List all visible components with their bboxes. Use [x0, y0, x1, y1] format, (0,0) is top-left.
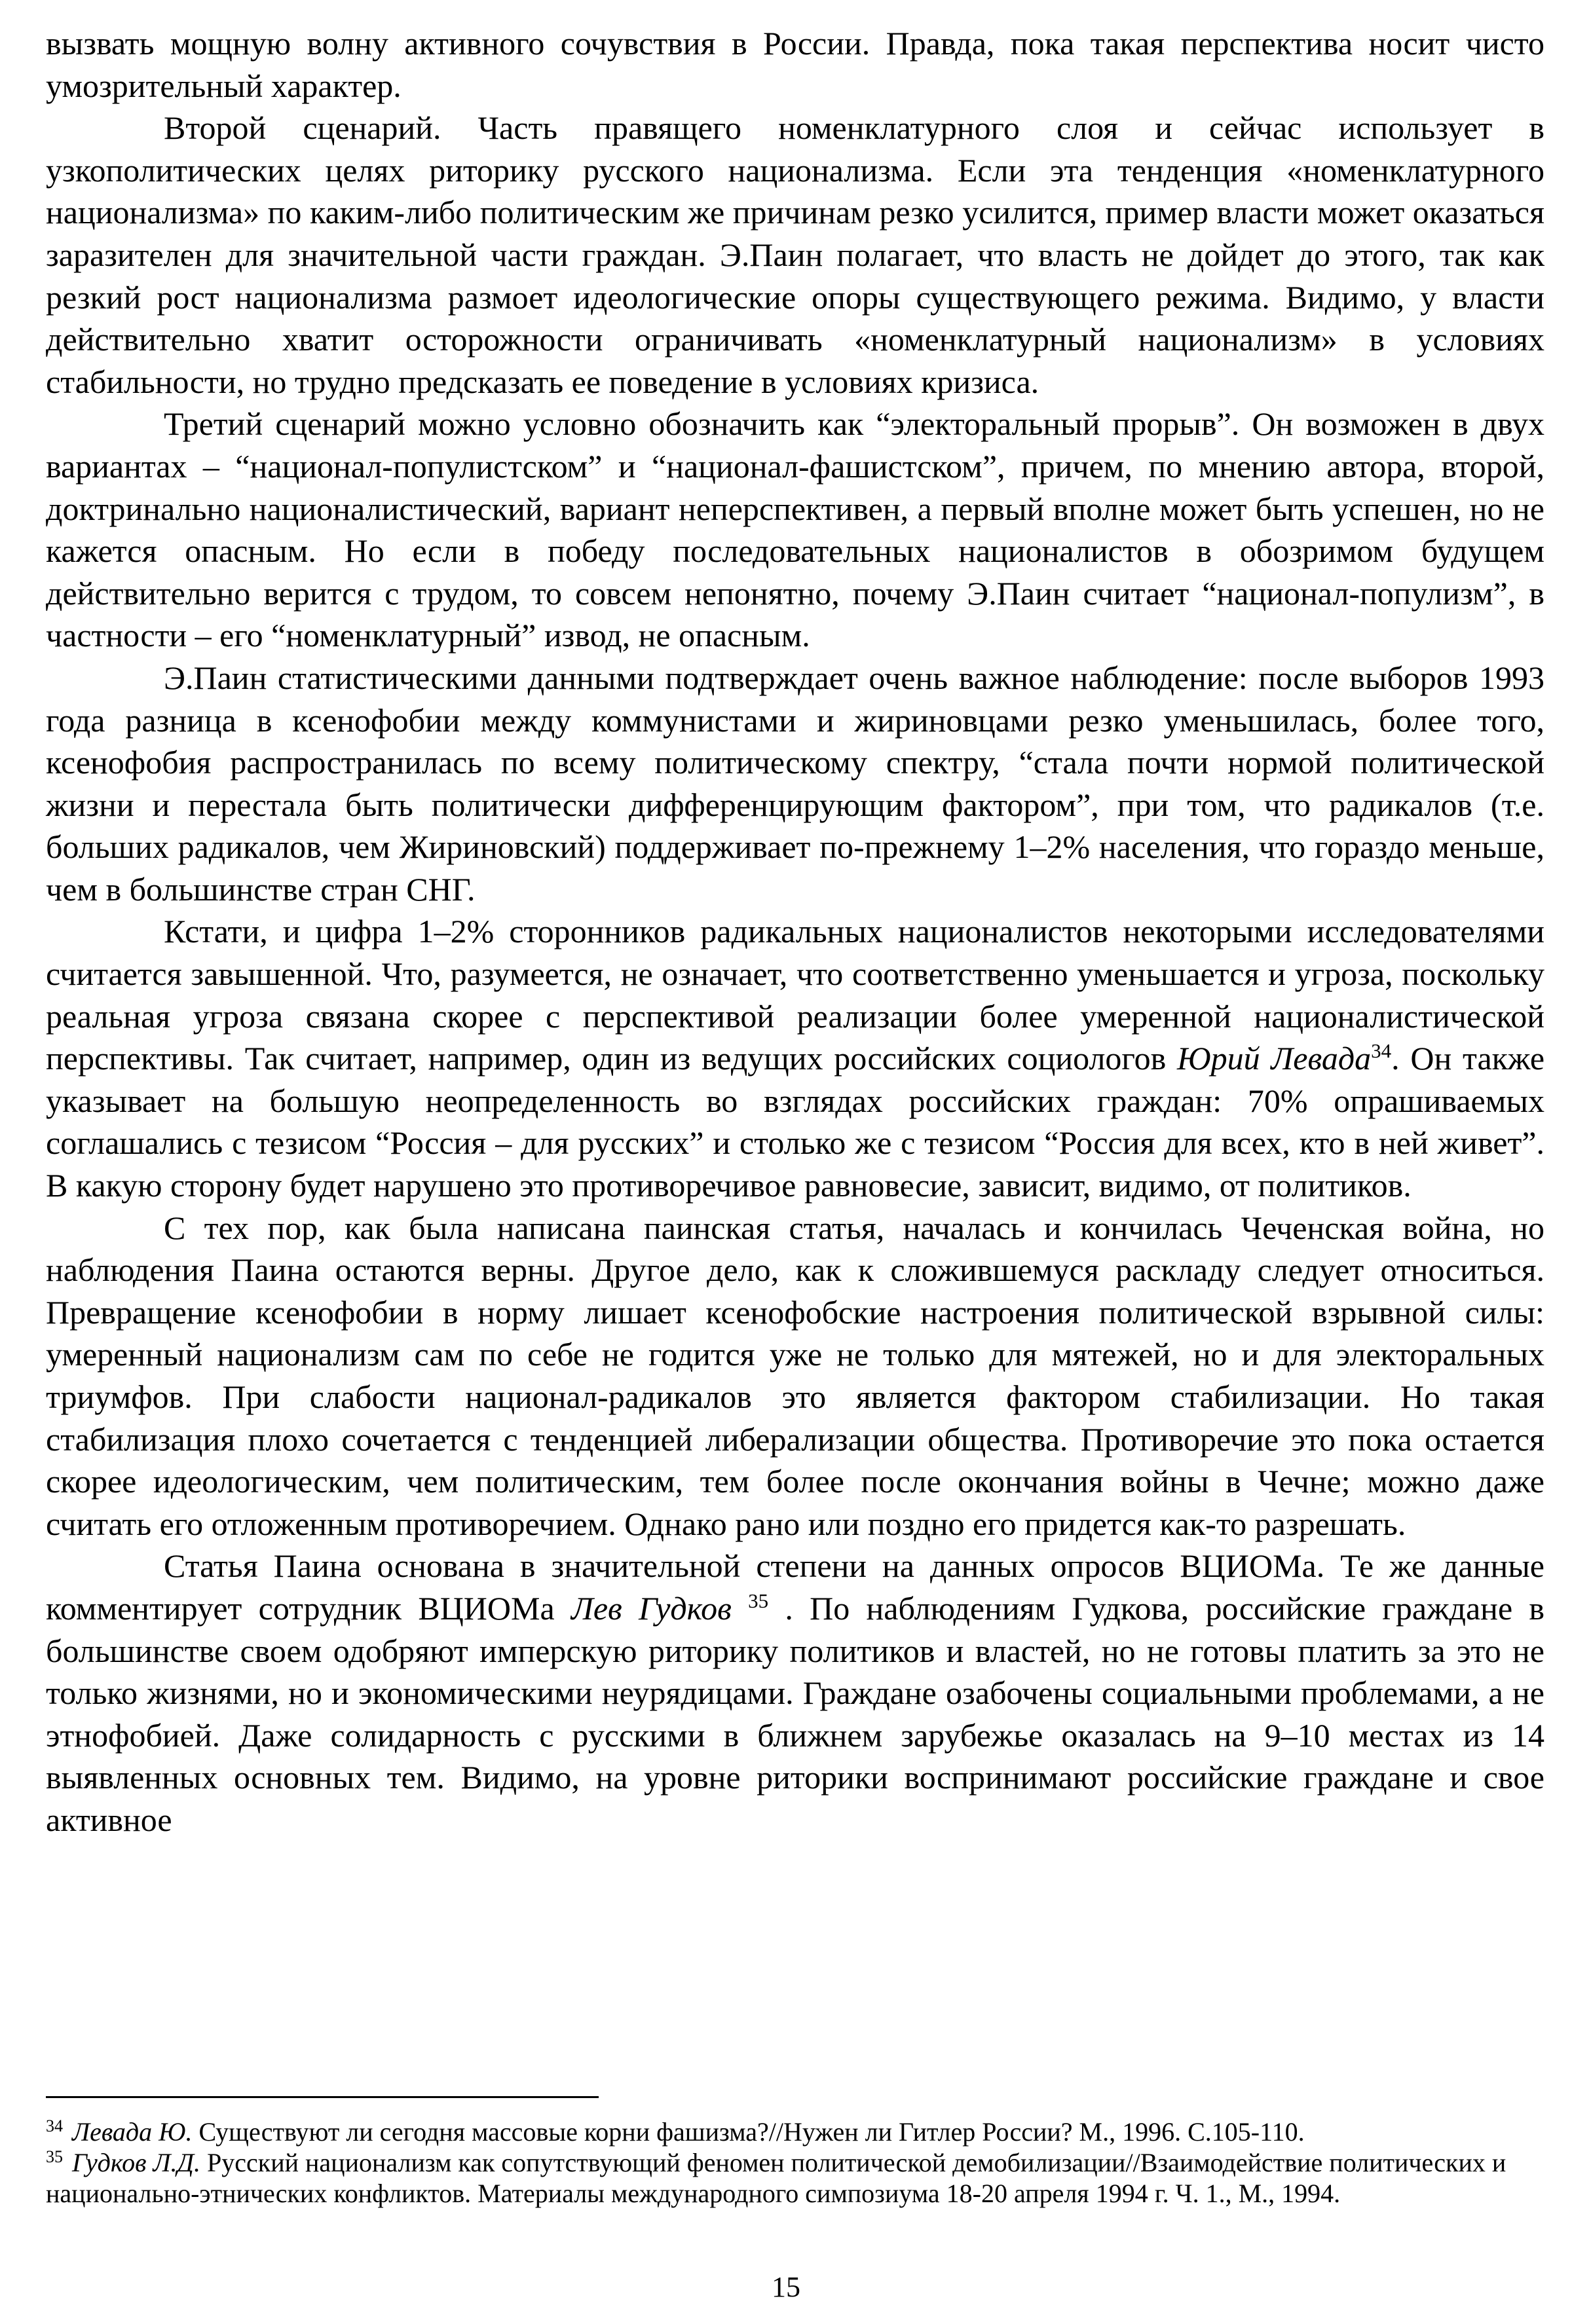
footnote-separator	[46, 2096, 599, 2098]
paragraph-levada-text-after: . Он также указывает на большую неопределенность во взглядах российских граждан: 70% опрашиваемых соглашались с тезисом “Россия – для русских” и столько же с тезисом “Россия для всех, кто в ней живет”. В какую сторону будет нарушено это противоречивое равновесие, зависит, видимо, от политиков.	[46, 1040, 1545, 1204]
footnote-ref-35[interactable]: 35	[748, 1589, 769, 1612]
footnote-35	[46, 2147, 1544, 2209]
footnote-34	[46, 2116, 1544, 2147]
footnote-34-author: Левада Ю.	[72, 2117, 193, 2147]
document-page	[46, 22, 1544, 1841]
paragraph-levada	[46, 910, 1544, 1206]
paragraph-gudkov-text-after: . По наблюдениям Гудкова, российские граждане в большинстве своем одобряют имперскую риторику политиков и властей, но не готовы платить за это не только жизнями, но и экономическими неурядицами. Граждане озабочены социальными проблемами, а не этнофобией. Даже солидарность с русскими в ближнем зарубежье оказалась на 9–10 местах из 14 выявленных основных тем. Видимо, на уровне риторики воспринимают российские граждане и свое активное	[46, 1589, 1545, 1838]
author-name-gudkov: Лев Гудков	[571, 1589, 732, 1627]
paragraph-levada-text-before: Кстати, и цифра 1–2% сторонников радикальных националистов некоторыми исследователями считается завышенной. Что, разумеется, не означает, что соответственно уменьшается и угроза, поскольку реальная угроза связана скорее с перспективой реализации более умеренной националистической перспективы. Так считает, например, один из ведущих российских социологов	[46, 913, 1544, 1077]
paragraph-pain-statistics: Э.Паин статистическими данными подтверждает очень важное наблюдение: после выборов 1993 года разница в ксенофобии между коммунистами и жириновцами резко уменьшилась, более того, ксенофобия распространилась по всему политическому спектру, “стала почти нормой политической жизни и перестала быть политически дифференцирующим фактором”, при том, что радикалов (т.е. больших радикалов, чем Жириновский) поддерживает по-прежнему 1–2% населения, что гораздо меньше, чем в большинстве стран СНГ.	[46, 659, 1544, 908]
paragraph-chechen-war: С тех пор, как была написана паинская статья, началась и кончилась Чеченская война, но наблюдения Паина остаются верны. Другое дело, как к сложившемуся раскладу следует относиться. Превращение ксенофобии в норму лишает ксенофобские настроения политической взрывной силы: умеренный национализм сам по себе не годится уже не только для мятежей, но и для электоральных триумфов. При слабости национал-радикалов это является фактором стабилизации. Но такая стабилизация плохо сочетается с тенденцией либерализации общества. Противоречие это пока остается скорее идеологическим, чем политическим, тем более после окончания войны в Чечне; можно даже считать его отложенным противоречием. Однако рано или поздно его придется как-то разрешать.	[46, 1209, 1544, 1542]
paragraph-continuation: вызвать мощную волну активного сочувствия в России. Правда, пока такая перспектива носит чисто умозрительный характер.	[46, 25, 1544, 104]
paragraph-third-scenario: Третий сценарий можно условно обозначить как “электоральный прорыв”. Он возможен в двух вариантах – “национал-популистском” и “национал-фашистском”, причем, по мнению автора, второй, доктринально националистический, вариант неперспективен, а первый вполне может быть успешен, но не кажется опасным. Но если в победу последовательных националистов в обозримом будущем действительно верится с трудом, то совсем непонятно, почему Э.Паин считает “национал-популизм”, в частности – его “номенклатурный” извод, не опасным.	[46, 405, 1544, 654]
author-name-levada: Юрий Левада	[1177, 1040, 1372, 1077]
footnote-35-author: Гудков Л.Д.	[72, 2148, 200, 2177]
paragraph-gudkov-text-before: Статья Паина основана в значительной степени на данных опросов ВЦИОМа. Те же данные комментирует сотрудник ВЦИОМа	[46, 1547, 1544, 1627]
footnote-34-text: Существуют ли сегодня массовые корни фашизма?//Нужен ли Гитлер России? М., 1996. С.105-110.	[198, 2117, 1305, 2147]
footnote-number-34: 34	[46, 2116, 63, 2135]
footnotes	[46, 2116, 1544, 2209]
footnote-number-35: 35	[46, 2147, 63, 2166]
paragraph-second-scenario: Второй сценарий. Часть правящего номенклатурного слоя и сейчас использует в узкополитических целях риторику русского национализма. Если эта тенденция «номенклатурного национализма» по каким-либо политическим же причинам резко усилится, пример власти может оказаться заразителен для значительной части граждан. Э.Паин полагает, что власть не дойдет до этого, так как резкий рост национализма размоет идеологические опоры существующего режима. Видимо, у власти действительно хватит осторожности ограничивать «номенклатурный национализм» в условиях стабильности, но трудно предсказать ее поведение в условиях кризиса.	[46, 109, 1544, 400]
page-number: 15	[772, 2271, 800, 2303]
footnote-ref-34[interactable]: 34	[1371, 1039, 1392, 1063]
footnote-35-text: Русский национализм как сопутствующий феномен политической демобилизации//Взаимодействие политических и национально-этнических конфликтов. Материалы международного симпозиума 18-20 апреля 1994 г. Ч. 1., М., 1994.	[46, 2148, 1506, 2208]
paragraph-gudkov	[46, 1545, 1544, 1841]
body-text	[46, 22, 1544, 1841]
